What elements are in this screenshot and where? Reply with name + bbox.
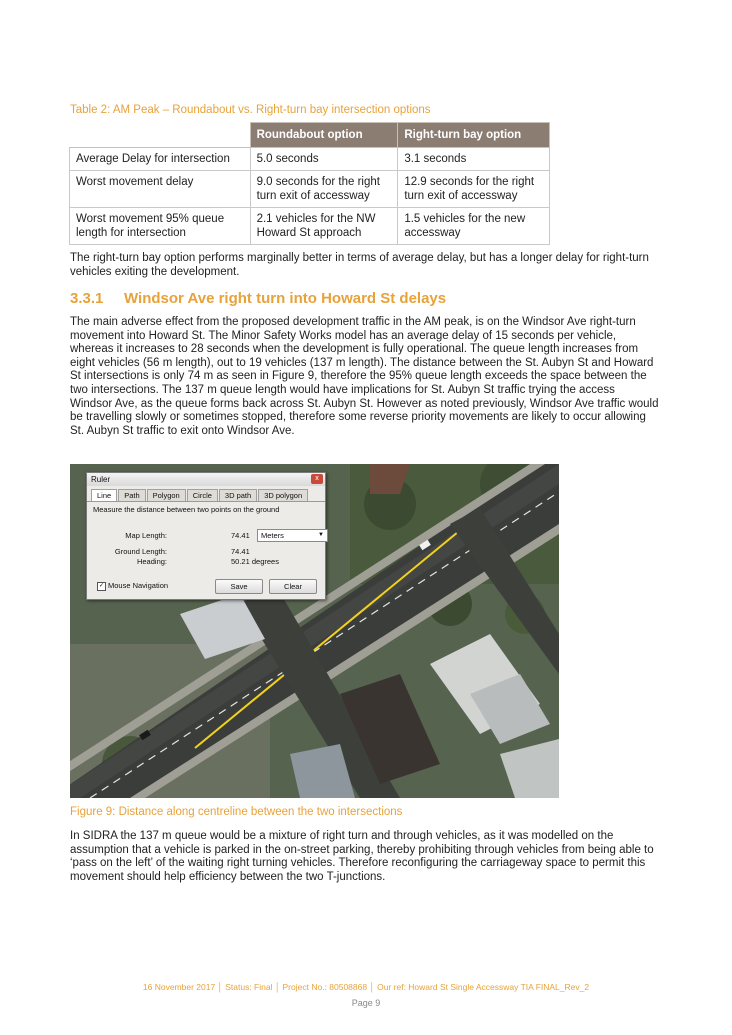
ruler-title: Ruler <box>87 473 325 486</box>
clear-button[interactable]: Clear <box>269 579 317 594</box>
heading-label: Heading: <box>136 557 167 566</box>
options-table <box>69 122 550 245</box>
table-cell: 9.0 seconds for the right turn exit of accessway <box>250 171 398 208</box>
section-heading <box>70 290 446 307</box>
table-cell: 12.9 seconds for the right turn exit of accessway <box>398 171 550 208</box>
tab-polygon[interactable]: Polygon <box>147 489 186 501</box>
table-header-cell: Roundabout option <box>250 123 398 148</box>
paragraph-sidra: In SIDRA the 137 m queue would be a mixture of right turn and through vehicles, as it was modelled on the assumption that a vehicle is parked in the on-street parking, thereby prohibiting through vehicles from being able to ‘pass on the left’ of the waiting right turning vehicles. Therefore reconfiguring the carriageway space to permit this movement should help efficiency between the two T-junctions. <box>70 830 654 883</box>
table-caption: Table 2: AM Peak – Roundabout vs. Right-turn bay intersection options <box>70 104 431 116</box>
map-length-value: 74.41 <box>231 531 250 540</box>
ruler-tabs <box>87 486 325 502</box>
table-cell: 3.1 seconds <box>398 148 550 171</box>
paragraph-body: The main adverse effect from the proposed development traffic in the AM peak, is on the Windsor Ave right-turn movement into Howard St. The Minor Safety Works model has an average delay of 15 seconds per vehicle, whereas it increases to 28 seconds when the development is fully operational. The queue length increases from eight vehicles (56 m length), out to 19 vehicles (137 m length). The distance between the St. Aubyn St and Howard St intersections is only 74 m as seen in Figure 9, therefore the 95% queue length exceeds the space between the two intersections. The 137 m queue length would have implications for St. Aubyn St traffic trying the access Windsor Ave, as the queue forms back across St. Aubyn St. However as noted previously, Windsor Ave traffic would be travelling slowly or sometimes stopped, therefore some reverse priority movements are likely to occur allowing St. Aubyn St traffic to exit onto Windsor Ave. <box>70 316 659 437</box>
ground-length-label: Ground Length: <box>114 547 167 556</box>
table-row <box>70 208 550 245</box>
table-header-row <box>70 123 550 148</box>
table-header-cell: Right-turn bay option <box>398 123 550 148</box>
checkmark-icon: ✓ <box>98 582 105 589</box>
heading-value: 50.21 degrees <box>231 557 279 566</box>
unit-select[interactable] <box>257 529 328 542</box>
close-icon[interactable]: x <box>311 474 323 484</box>
paragraph-intro: The right-turn bay option performs marginally better in terms of average delay, but has a longer delay for right-turn vehicles exiting the development. <box>70 252 649 278</box>
section-number: 3.3.1 <box>70 290 104 307</box>
tab-circle[interactable]: Circle <box>187 489 218 501</box>
figure-caption: Figure 9: Distance along centreline between the two intersections <box>70 806 403 818</box>
table-cell: Average Delay for intersection <box>70 148 251 171</box>
table-cell: 1.5 vehicles for the new accessway <box>398 208 550 245</box>
page-footer: 16 November 2017 │ Status: Final │ Project No.: 80508868 │ Our ref: Howard St Single Accessway TIA FINAL_Rev_2 <box>142 982 590 992</box>
mouse-navigation-checkbox[interactable] <box>97 581 168 591</box>
section-title: Windsor Ave right turn into Howard St delays <box>124 290 447 307</box>
unit-select-value: Meters <box>261 531 284 540</box>
aerial-map-figure <box>70 464 559 798</box>
table-header-cell <box>70 123 251 148</box>
save-button[interactable]: Save <box>215 579 263 594</box>
tab-line[interactable]: Line <box>91 489 117 501</box>
map-length-label: Map Length: <box>125 531 167 540</box>
table-cell: 5.0 seconds <box>250 148 398 171</box>
page-number: Page 9 <box>351 998 381 1008</box>
mouse-navigation-label: Mouse Navigation <box>108 581 169 590</box>
ruler-description: Measure the distance between two points on the ground <box>93 505 280 514</box>
ruler-dialog <box>86 472 326 600</box>
tab-path[interactable]: Path <box>118 489 145 501</box>
table-row <box>70 148 550 171</box>
ground-length-value: 74.41 <box>231 547 250 556</box>
table-row <box>70 171 550 208</box>
table-cell: Worst movement 95% queue length for intersection <box>70 208 251 245</box>
table-cell: 2.1 vehicles for the NW Howard St approach <box>250 208 398 245</box>
chevron-down-icon: ▼ <box>318 532 324 538</box>
table-cell: Worst movement delay <box>70 171 251 208</box>
tab-3d-path[interactable]: 3D path <box>219 489 257 501</box>
tab-3d-polygon[interactable]: 3D polygon <box>258 489 308 501</box>
